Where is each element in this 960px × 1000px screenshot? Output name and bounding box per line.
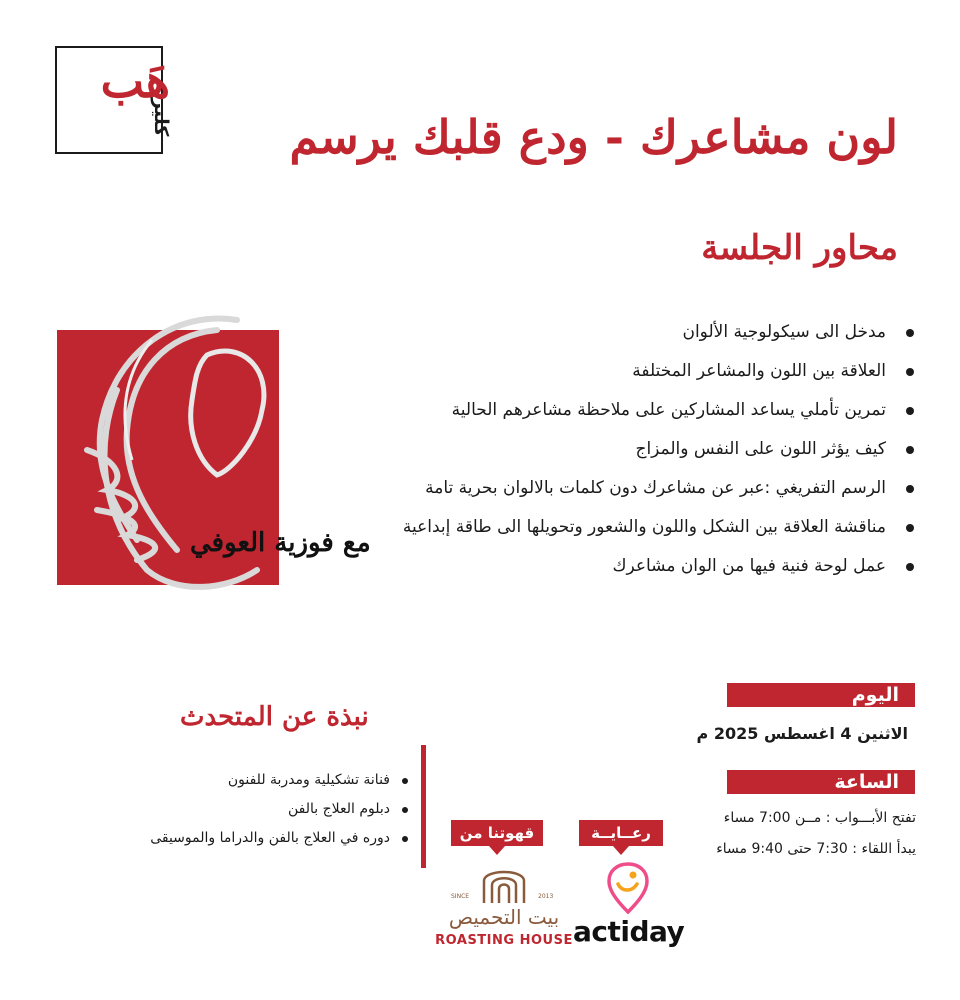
bio-heading: نبذة عن المتحدث [180, 702, 369, 732]
bullet-icon [906, 563, 914, 571]
event-date: الاثنين 4 اغسطس 2025 م [696, 724, 908, 743]
bullet-icon [906, 329, 914, 337]
day-label: اليوم [727, 683, 915, 707]
actiday-logo-icon [606, 862, 650, 914]
agenda-item: مدخل الى سيكولوجية الألوان [340, 313, 920, 352]
bullet-icon [906, 524, 914, 532]
roasting-house-logo-icon [478, 863, 530, 905]
bullet-icon [906, 368, 914, 376]
actiday-name: actiday [573, 915, 685, 948]
agenda-item: تمرين تأملي يساعد المشاركين على ملاحظة مشاعرهم الحالية [340, 391, 920, 430]
vertical-divider [421, 745, 426, 868]
logo-sub-text: كلير [150, 98, 172, 137]
bullet-icon [402, 836, 408, 842]
session-time: يبدأ اللقاء : 7:30 حتى 9:40 مساء [716, 841, 916, 857]
logo-main-text: هَب [100, 54, 170, 108]
event-title: لون مشاعرك - ودع قلبك يرسم [289, 110, 898, 164]
agenda-item: مناقشة العلاقة بين الشكل واللون والشعور وتحويلها الى طاقة إبداعية [340, 508, 920, 547]
bio-item: فنانة تشكيلية ومدربة للفنون [90, 766, 410, 795]
doors-open-time: تفتح الأبـــواب : مــن 7:00 مساء [723, 810, 916, 826]
agenda-item: عمل لوحة فنية فيها من الوان مشاعرك [340, 547, 920, 586]
bio-item: دوره في العلاج بالفن والدراما والموسيقى [90, 824, 410, 853]
agenda-item: كيف يؤثر اللون على النفس والمزاج [340, 430, 920, 469]
roasting-house-since: SINCE [451, 893, 470, 900]
agenda-heading: محاور الجلسة [701, 228, 898, 268]
time-label: الساعة [727, 770, 915, 794]
agenda-item: العلاقة بين اللون والمشاعر المختلفة [340, 352, 920, 391]
sponsor-label: رعــايــة [579, 820, 663, 846]
bio-list [90, 766, 410, 853]
roasting-house-name-ar: بيت التحميص [448, 905, 560, 929]
roasting-house-name-en: ROASTING HOUSE [435, 933, 573, 948]
roasting-house-year: 2013 [538, 893, 554, 900]
agenda-item: الرسم التفريغي :عبر عن مشاعرك دون كلمات بالالوان بحرية تامة [340, 469, 920, 508]
bio-item: دبلوم العلاج بالفن [90, 795, 410, 824]
bullet-icon [906, 485, 914, 493]
bullet-icon [402, 778, 408, 784]
coffee-sponsor-label: قهوتنا من [451, 820, 543, 846]
bullet-icon [402, 807, 408, 813]
agenda-list [340, 313, 920, 586]
speaker-name: مع فوزية العوفي [190, 528, 371, 558]
bullet-icon [906, 446, 914, 454]
bullet-icon [906, 407, 914, 415]
